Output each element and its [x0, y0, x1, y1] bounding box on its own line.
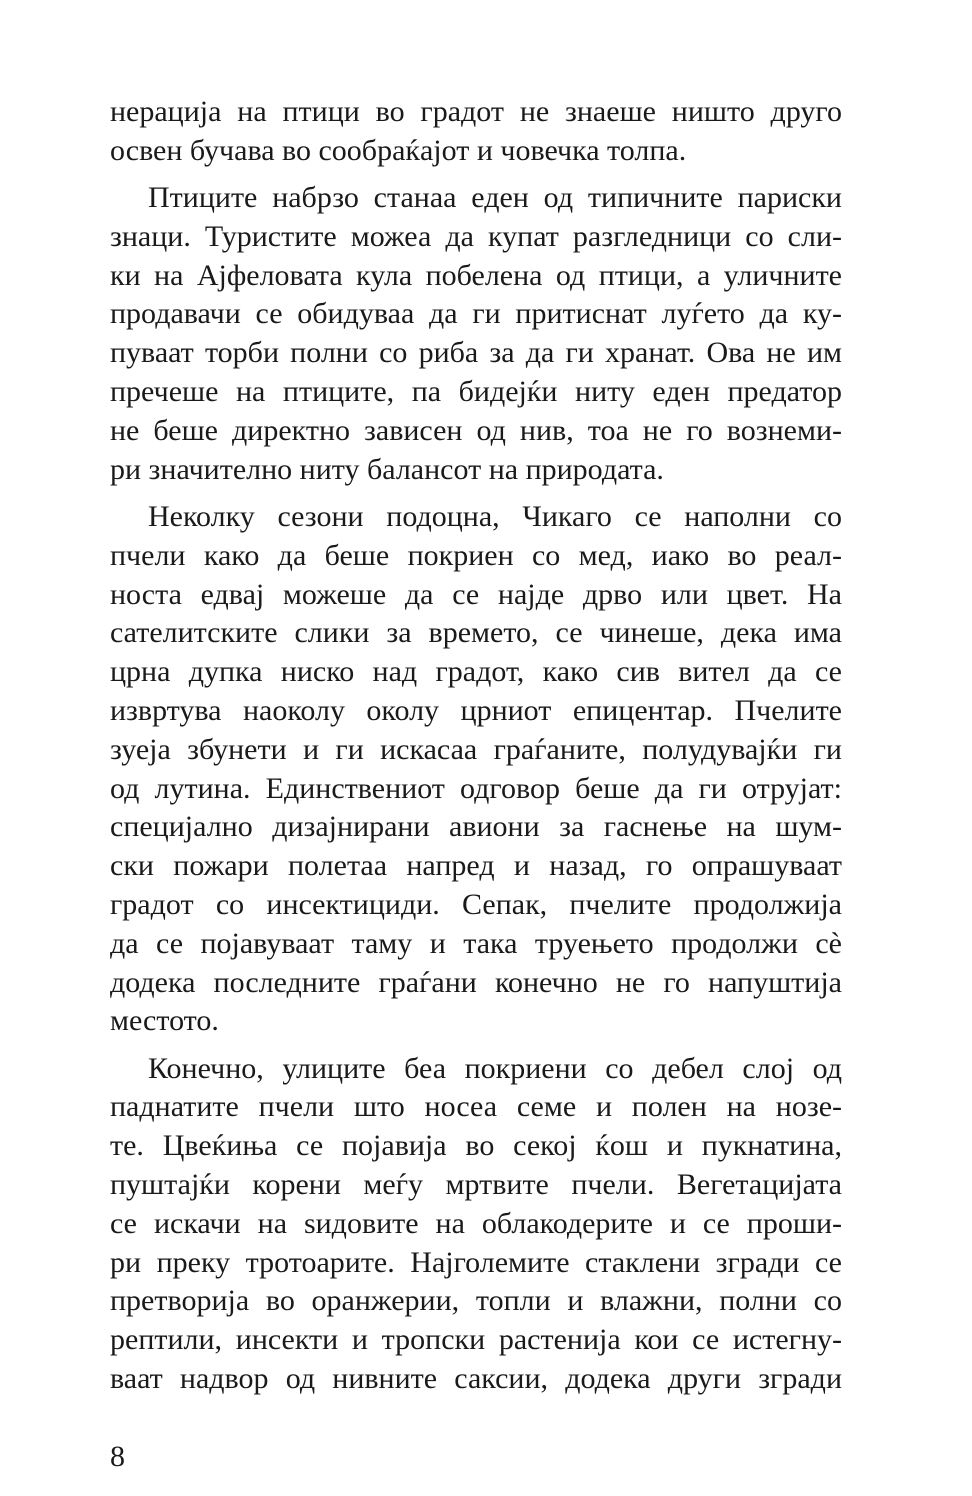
- text-line: пречеше на птиците, па бидејќи ниту еден предатор: [110, 375, 842, 409]
- text-line: да се појавуваат таму и така труењето продолжи сè: [110, 926, 842, 960]
- text-line: нерација на птици во градот не знаеше ништо друго: [110, 95, 842, 128]
- paragraph: [110, 498, 842, 1041]
- page-body: [110, 93, 842, 1433]
- text-line: ри значително ниту балансот на природата.: [110, 452, 664, 486]
- text-line: Неколку сезони подоцна, Чикаго се наполни со: [148, 499, 842, 533]
- text-line: од лутина. Единствениот одговор беше да ги отрујат:: [110, 771, 842, 805]
- text-line: освен бучава во сообраќајот и човечка толпа.: [110, 133, 687, 167]
- paragraph: [110, 179, 842, 489]
- text-line: носта едвај можеше да се најде дрво или цвет. На: [110, 577, 842, 611]
- text-line: градот со инсектициди. Сепак, пчелите продолжија: [110, 887, 842, 921]
- text-line: пчели како да беше покриен со мед, иако во реал-: [110, 538, 842, 572]
- paragraph: [110, 93, 842, 171]
- text-line: пуштајќи корени меѓу мртвите пчели. Вегетацијата: [110, 1168, 842, 1202]
- paragraph: [110, 1050, 842, 1399]
- text-line: не беше директно зависен од нив, тоа не го вознеми-: [110, 413, 842, 447]
- text-line: пуваат торби полни со риба за да ги хранат. Ова не им: [110, 336, 842, 370]
- text-line: ваат надвор од нивните саксии, додека други згради: [110, 1362, 842, 1395]
- text-line: ски пожари полетаа напред и назад, го опрашуваат: [110, 849, 842, 883]
- text-line: ри преку тротоарите. Најголемите стаклени згради се: [110, 1245, 842, 1279]
- text-line: извртува наоколу околу црниот епицентар. Пчелите: [110, 693, 842, 727]
- text-line: додека последните граѓани конечно не го напуштија: [110, 965, 842, 999]
- text-line: те. Цвеќиња се појавија во секој ќош и пукнатина,: [110, 1129, 842, 1163]
- text-line: Конечно, улиците беа покриени со дебел слој од: [148, 1051, 842, 1085]
- text-line: се искачи на ѕидовите на облакодерите и се проши-: [110, 1206, 842, 1240]
- text-line: паднатите пчели што носеа семе и полен на нозе-: [110, 1090, 842, 1124]
- text-line: зуеја збунети и ги искасаа граѓаните, полудувајќи ги: [110, 732, 842, 766]
- text-line: претворија во оранжерии, топли и влажни, полни со: [110, 1284, 842, 1318]
- text-line: рептили, инсекти и тропски растенија кои се истегну-: [110, 1323, 842, 1357]
- text-line: ки на Ајфеловата кула побелена од птици, а уличните: [110, 258, 842, 292]
- text-line: сателитските слики за времето, се чинеше, дека има: [110, 616, 842, 650]
- page-number: 8: [110, 1440, 125, 1473]
- text-line: знаци. Туристите можеа да купат разгледници со сли-: [110, 219, 842, 253]
- text-line: Птиците набрзо станаа еден од типичните париски: [148, 181, 842, 215]
- text-line: специјално дизајнирани авиони за гаснење на шум-: [110, 810, 842, 844]
- text-line: црна дупка ниско над градот, како сив вител да се: [110, 655, 842, 689]
- text-line: местото.: [110, 1004, 219, 1038]
- text-line: продавачи се обидуваа да ги притиснат луѓето да ку-: [110, 297, 842, 331]
